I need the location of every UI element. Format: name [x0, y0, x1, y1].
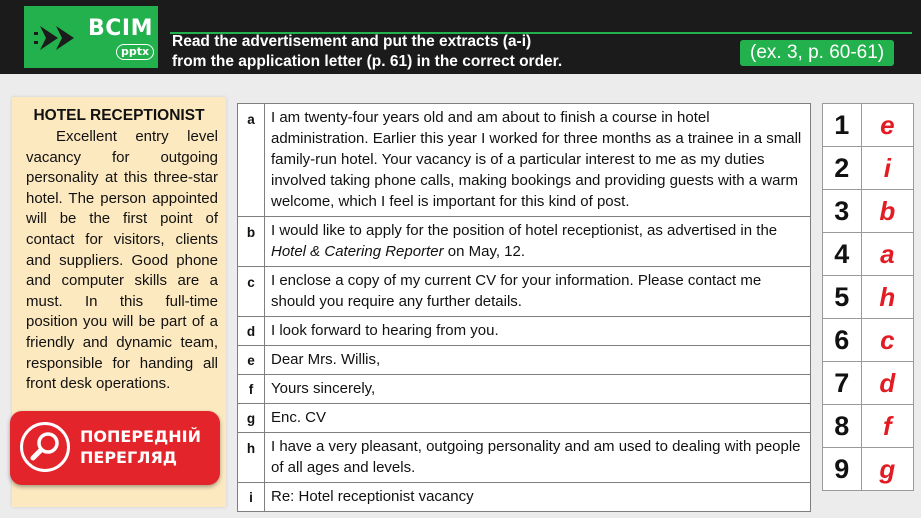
header-bar — [0, 0, 921, 74]
extract-letter: i — [238, 483, 265, 512]
extracts-table — [237, 103, 811, 512]
order-number: 2 — [823, 147, 862, 190]
extract-row-a — [238, 104, 811, 217]
answer-letter: e — [861, 104, 913, 147]
order-number: 3 — [823, 190, 862, 233]
extract-row-f — [238, 375, 811, 404]
answer-row — [823, 147, 914, 190]
answer-letter: a — [861, 233, 913, 276]
preview-label-line-1: ПОПЕРЕДНІЙ — [80, 427, 201, 446]
publication-name: Hotel & Catering Reporter — [271, 243, 444, 260]
extract-row-i — [238, 483, 811, 512]
order-number: 8 — [823, 405, 862, 448]
magnifier-icon — [28, 429, 64, 465]
preview-button[interactable] — [10, 411, 220, 485]
advertisement-body: Excellent entry level vacancy for outgoing personality at this three-star hotel. The person appointed will be the first point of contact for visitors, clients and suppliers. Good phone and computer skills are a must. In this full-time position you will be part of a friendly and dynamic team, responsible for handing all front desk operations. — [26, 128, 218, 393]
answer-row — [823, 448, 914, 491]
extract-letter: c — [238, 267, 265, 317]
extract-letter: f — [238, 375, 265, 404]
answer-letter: d — [861, 362, 913, 405]
order-number: 5 — [823, 276, 862, 319]
extract-text: I am twenty-four years old and am about to finish a course in hotel administration. Earlier this year I worked for three months as a trainee in a small family-run hotel. Your vacancy is of a particular interest to me as my duties involved taking phone calls, making bookings and providing guests with a warm welcome, which I feel is important for this kind of post. — [265, 104, 811, 217]
answer-row — [823, 319, 914, 362]
answer-grid — [822, 103, 914, 491]
instruction-line-2: from the application letter (p. 61) in the correct order. — [172, 53, 563, 70]
answer-row — [823, 190, 914, 233]
logo-subtext: pptx — [116, 44, 154, 60]
extract-text-part: I would like to apply for the position of hotel receptionist, as advertised in the — [271, 222, 778, 239]
extract-letter: b — [238, 217, 265, 267]
speed-arrows-icon — [34, 22, 86, 54]
extract-text: Re: Hotel receptionist vacancy — [265, 483, 811, 512]
answer-row — [823, 405, 914, 448]
extract-text: Yours sincerely, — [265, 375, 811, 404]
extract-text — [265, 217, 811, 267]
answer-letter: i — [861, 147, 913, 190]
order-number: 9 — [823, 448, 862, 491]
answer-row — [823, 362, 914, 405]
extract-row-d — [238, 317, 811, 346]
extract-letter: a — [238, 104, 265, 217]
answer-letter: f — [861, 405, 913, 448]
exercise-reference: (ex. 3, p. 60-61) — [740, 40, 894, 66]
extract-letter: e — [238, 346, 265, 375]
extract-text: I have a very pleasant, outgoing personality and am used to dealing with people of all ages and levels. — [265, 433, 811, 483]
extract-letter: g — [238, 404, 265, 433]
order-number: 4 — [823, 233, 862, 276]
answer-letter: c — [861, 319, 913, 362]
answer-row — [823, 104, 914, 147]
extract-letter: d — [238, 317, 265, 346]
answer-letter: g — [861, 448, 913, 491]
order-number: 6 — [823, 319, 862, 362]
extract-text-part: on May, 12. — [443, 243, 526, 260]
task-instruction — [172, 32, 732, 72]
logo-text: BCIM — [88, 16, 153, 41]
answer-letter: b — [861, 190, 913, 233]
extract-row-b — [238, 217, 811, 267]
extract-row-h — [238, 433, 811, 483]
order-number: 7 — [823, 362, 862, 405]
extract-row-e — [238, 346, 811, 375]
extract-row-c — [238, 267, 811, 317]
extract-text: I enclose a copy of my current CV for your information. Please contact me should you require any further details. — [265, 267, 811, 317]
answer-row — [823, 276, 914, 319]
extract-text: Dear Mrs. Willis, — [265, 346, 811, 375]
instruction-line-1: Read the advertisement and put the extracts (a-i) — [172, 33, 532, 50]
logo — [24, 6, 158, 68]
advertisement-title: HOTEL RECEPTIONIST — [33, 107, 205, 124]
answer-letter: h — [861, 276, 913, 319]
order-number: 1 — [823, 104, 862, 147]
extract-text: Enc. CV — [265, 404, 811, 433]
preview-label-line-2: ПЕРЕГЛЯД — [80, 448, 178, 467]
extract-row-g — [238, 404, 811, 433]
extract-text: I look forward to hearing from you. — [265, 317, 811, 346]
extract-letter: h — [238, 433, 265, 483]
answer-row — [823, 233, 914, 276]
